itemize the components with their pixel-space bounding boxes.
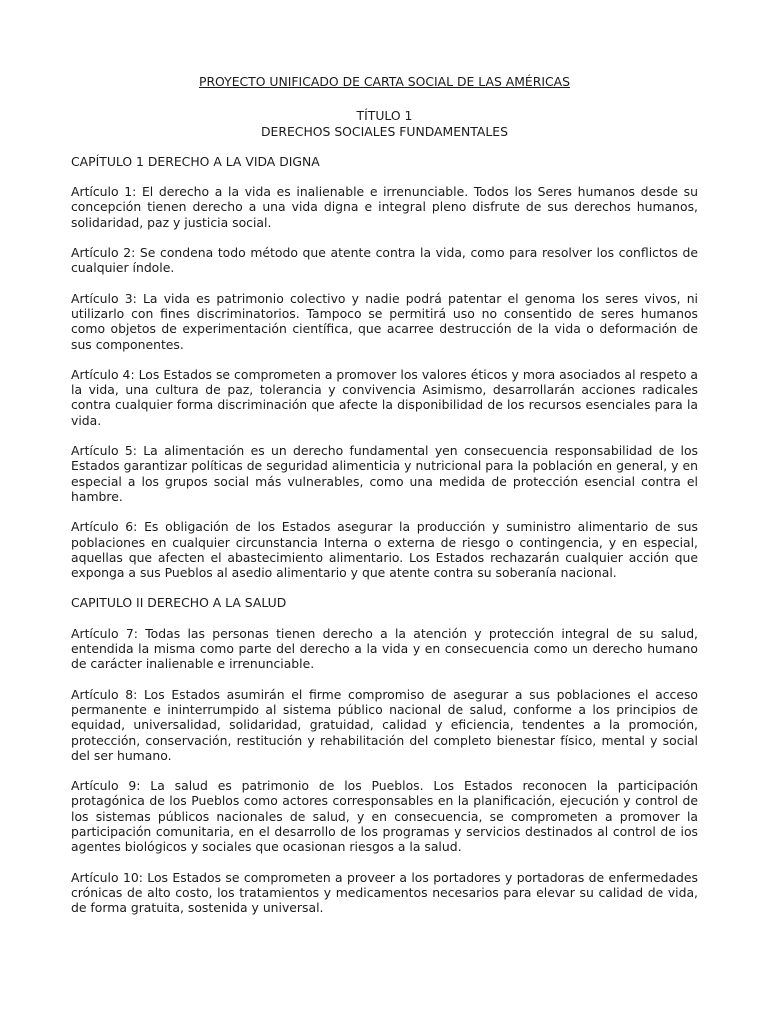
article-paragraph: Artículo 2: Se condena todo método que atente contra la vida, como para resolver los conflictos de cualquier índole. xyxy=(71,245,698,276)
article-paragraph: Artículo 6: Es obligación de los Estados asegurar la producción y suministro alimentario de sus poblaciones en cualquier circunstancia Interna o externa de riesgo o contingencia, y en especial, aquellas que afecten el abastecimiento alimentario. Los Estados rechazarán cualquier acción que exponga a sus Pueblos al asedio alimentario y que atente contra su soberanía nacional. xyxy=(71,519,698,581)
article-paragraph: Artículo 10: Los Estados se comprometen a proveer a los portadores y portadoras de enfermedades crónicas de alto costo, los tratamientos y medicamentos necesarios para elevar su calidad de vida, de forma gratuita, sostenida y universal. xyxy=(71,869,698,916)
chapter-heading: CAPÍTULO 1 DERECHO A LA VIDA DIGNA xyxy=(71,153,320,169)
title-number: TÍTULO 1 xyxy=(356,108,413,124)
chapter-heading: CAPITULO II DERECHO A LA SALUD xyxy=(71,595,287,611)
article-paragraph: Artículo 1: El derecho a la vida es inalienable e irrenunciable. Todos los Seres humanos desde su concepción tienen derecho a una vida digna e integral pleno disfrute de sus derechos humanos, solidaridad, paz y justicia social. xyxy=(71,184,698,230)
article-paragraph: Artículo 7: Todas las personas tienen derecho a la atención y protección integral de su salud, entendida la misma como parte del derecho a la vida y en consecuencia como un derecho humano de carácter inalienable e irrenunciable. xyxy=(71,625,698,672)
title-heading xyxy=(71,108,698,139)
title-name: DERECHOS SOCIALES FUNDAMENTALES xyxy=(260,123,508,139)
article-paragraph: Artículo 5: La alimentación es un derecho fundamental yen consecuencia responsabilidad de los Estados garantizar políticas de seguridad alimenticia y nutricional para la población en general, y en especial a los grupos social más vulnerables, como una medida de protección esencial contra el hambre. xyxy=(71,443,698,504)
article-paragraph: Artículo 4: Los Estados se comprometen a promover los valores éticos y mora asociados al respeto a la vida, una cultura de paz, tolerancia y convivencia Asimismo, desarrollarán acciones radicales contra cualquier forma discriminación que afecte la disponibilidad de los recursos esenciales para la vida. xyxy=(71,366,698,428)
article-paragraph: Artículo 9: La salud es patrimonio de los Pueblos. Los Estados reconocen la participación protagónica de los Pueblos como actores corresponsables en la planificación, ejecución y control de los sistemas públicos nacionales de salud, y en consecuencia, se comprometen a promover la participación comunitaria, en el desarrollo de los programas y servicios destinados al control de ios agentes biológicos y sociales que ocasionan riesgos a la salud. xyxy=(71,778,698,855)
article-paragraph: Artículo 3: La vida es patrimonio colectivo y nadie podrá patentar el genoma los seres vivos, ni utilizarlo con fines discriminatorios. Tampoco se permitirá uso no consentido de seres humanos como objetos de experimentación científica, que acarree destrucción de la vida o deformación de sus componentes. xyxy=(71,290,698,352)
article-paragraph: Artículo 8: Los Estados asumirán el firme compromiso de asegurar a sus poblaciones el acceso permanente e ininterrumpido al sistema público nacional de salud, conforme a los principios de equidad, universalidad, solidaridad, gratuidad, calidad y eficiencia, tendentes a la promoción, protección, conservación, restitución y rehabilitación del completo bienestar físico, mental y social del ser humano. xyxy=(71,686,698,763)
document-title: PROYECTO UNIFICADO DE CARTA SOCIAL DE LAS AMÉRICAS xyxy=(198,74,571,89)
document-page xyxy=(71,74,698,930)
